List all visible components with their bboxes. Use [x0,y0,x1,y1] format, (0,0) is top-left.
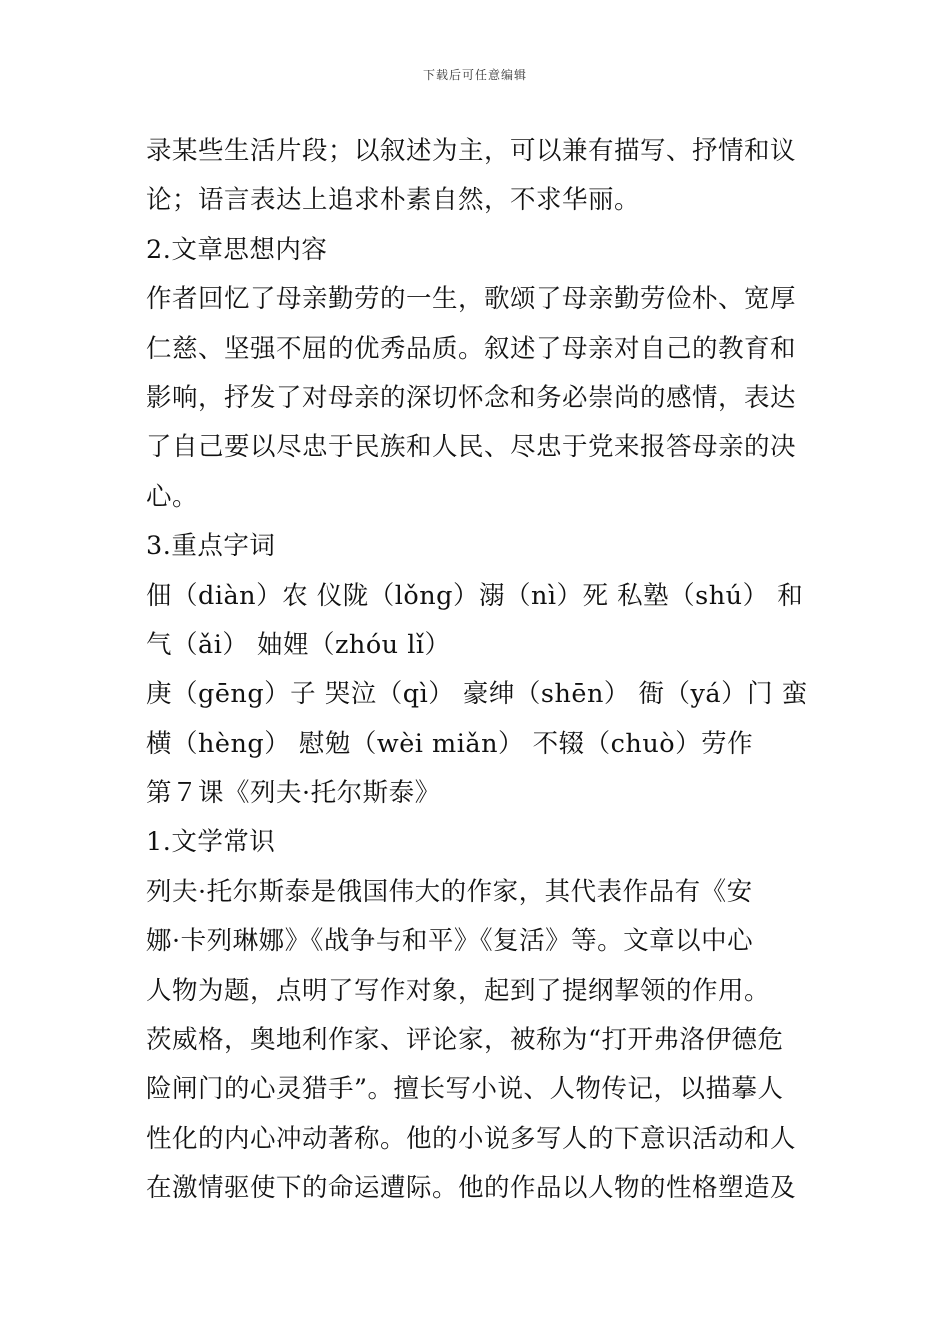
section-heading: 3.重点字词 [146,531,276,562]
vocab-line: 庚（gēng）子 哭泣（qì） 豪绅（shēn） 衙（yá）门 蛮 [146,679,808,710]
text-line: 险闸门的心灵猎手”。擅长写小说、人物传记，以描摹人 [146,1074,784,1105]
page-header: 下载后可任意编辑 [422,68,527,82]
lesson-title: 第７课《列夫·托尔斯泰》 [146,778,441,809]
text-line: 了自己要以尽忠于民族和人民、尽忠于党来报答母亲的决 [146,432,797,463]
text-line: 论；语言表达上追求朴素自然，不求华丽。 [146,185,641,216]
text-line: 影响，抒发了对母亲的深切怀念和务必崇尚的感情，表达 [146,382,797,413]
section-heading: 1.文学常识 [146,827,276,858]
text-line: 娜·卡列琳娜》《战争与和平》《复活》等。文章以中心 [146,926,754,957]
text-line: 人物为题，点明了写作对象，起到了提纲挈领的作用。 [146,975,771,1006]
text-line: 录某些生活片段；以叙述为主，可以兼有描写、抒情和议 [146,136,797,166]
section-heading: 2.文章思想内容 [146,234,328,265]
text-line: 列夫·托尔斯泰是俄国伟大的作家，其代表作品有《安 [146,876,753,907]
text-line: 仁慈、坚强不屈的优秀品质。叙述了母亲对自己的教育和 [146,333,797,364]
vocab-line: 气（ǎi） 妯娌（zhóu lǐ） [146,629,451,660]
document-body [146,127,808,1214]
text-line: 作者回忆了母亲勤劳的一生，歌颂了母亲勤劳俭朴、宽厚 [146,284,797,315]
text-line: 性化的内心冲动著称。他的小说多写人的下意识活动和人 [146,1123,797,1154]
vocab-line: 横（hèng） 慰勉（wèi miǎn） 不辍（chuò）劳作 [146,728,754,759]
text-line: 在激情驱使下的命运遭际。他的作品以人物的性格塑造及 [146,1173,797,1204]
text-line: 心。 [146,481,199,512]
text-line: 茨威格，奥地利作家、评论家，被称为“打开弗洛伊德危 [146,1025,784,1056]
vocab-line: 佃（diàn）农 仪陇（lǒng）溺（nì）死 私塾（shú） 和 [146,580,804,611]
